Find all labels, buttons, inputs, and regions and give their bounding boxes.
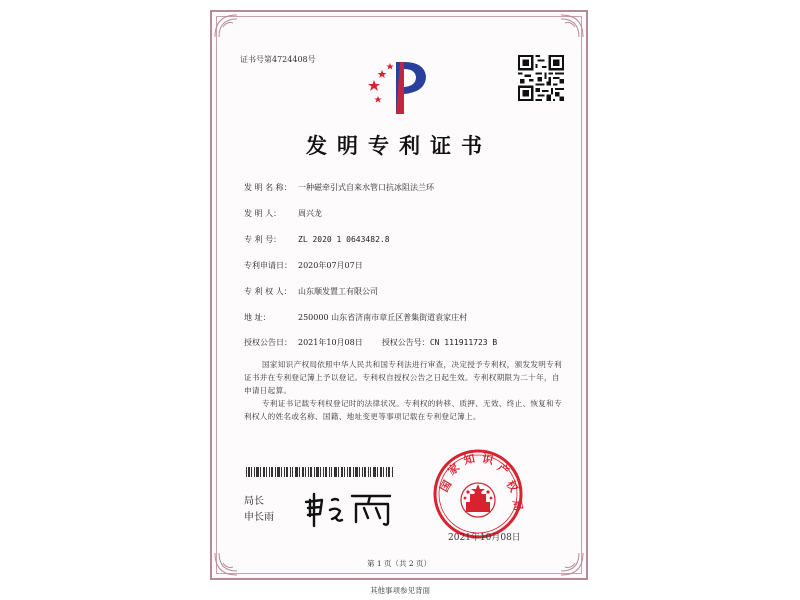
- qr-code-icon: [518, 55, 564, 101]
- cnipa-logo-icon: [366, 58, 432, 116]
- svg-text:产: 产: [494, 460, 512, 478]
- field-value: 周兴龙: [298, 209, 322, 218]
- page-indicator: 第 1 页（共 2 页）: [366, 559, 432, 568]
- barcode-icon: [246, 462, 394, 472]
- certificate-paragraph-1: 国家知识产权局依照中华人民共和国专利法进行审查，决定授予专利权，颁发发明专利证书并在专利登记簿上予以登记。专利权自授权公告之日起生效。专利权期限为二十年，自申请日起算。: [244, 360, 562, 395]
- field-value: 一种磁牵引式自来水管口抗冰阻法兰环: [298, 183, 434, 192]
- field-label: 发 明 人：: [244, 209, 282, 218]
- certificate-paragraph-2: 专利证书记载专利权登记时的法律状况。专利权的转移、质押、无效、终止、恢复和专利权人的姓名或名称、国籍、地址变更等事项记载在专利登记簿上。: [244, 399, 562, 421]
- field-value: ZL 2020 1 0643482.8: [298, 235, 390, 244]
- field-label: 地 址：: [244, 313, 271, 322]
- field-label: 专 利 权 人：: [244, 287, 292, 296]
- back-note: 其他事项参见背面: [370, 586, 430, 595]
- field-value: 山东顺发置工有限公司: [298, 287, 378, 296]
- grant-announcement-row: [244, 337, 497, 348]
- director-title: 局长: [244, 496, 264, 507]
- corner-ornament-icon: [559, 13, 585, 39]
- field-label: 专 利 号：: [244, 235, 282, 244]
- svg-text:知: 知: [462, 452, 477, 468]
- field-patent-number: [244, 234, 390, 245]
- field-label: 发 明 名 称：: [244, 183, 292, 192]
- grant-date-label: 授权公告日：: [244, 338, 292, 347]
- patent-certificate: [210, 10, 588, 580]
- corner-ornament-icon: [213, 13, 239, 39]
- field-patentee: [244, 286, 378, 297]
- certificate-title: 发明专利证书: [306, 134, 492, 158]
- director-signature-icon: [302, 488, 398, 528]
- grant-number: CN 111911723 B: [429, 338, 498, 347]
- grant-date: 2021年10月08日: [298, 338, 363, 347]
- seal-date: 2021年10月08日: [448, 533, 521, 543]
- field-inventor: [244, 208, 322, 219]
- field-address: [244, 312, 467, 323]
- field-label: 专利申请日：: [244, 261, 292, 270]
- svg-text:家: 家: [445, 460, 463, 478]
- field-value: 250000 山东省济南市章丘区普集街道袁家庄村: [298, 313, 468, 322]
- director-name: 申长雨: [244, 512, 274, 523]
- grant-number-label: 授权公告号：: [381, 338, 430, 347]
- svg-text:识: 识: [480, 452, 495, 468]
- field-application-date: [244, 260, 363, 271]
- field-value: 2020年07月07日: [298, 261, 363, 270]
- svg-text:国: 国: [437, 478, 455, 495]
- field-invention-name: [244, 182, 434, 193]
- svg-text:局: 局: [510, 498, 524, 512]
- official-seal-icon: [432, 448, 524, 540]
- certificate-number: 证书号第4724408号: [240, 55, 316, 64]
- svg-text:权: 权: [503, 478, 521, 495]
